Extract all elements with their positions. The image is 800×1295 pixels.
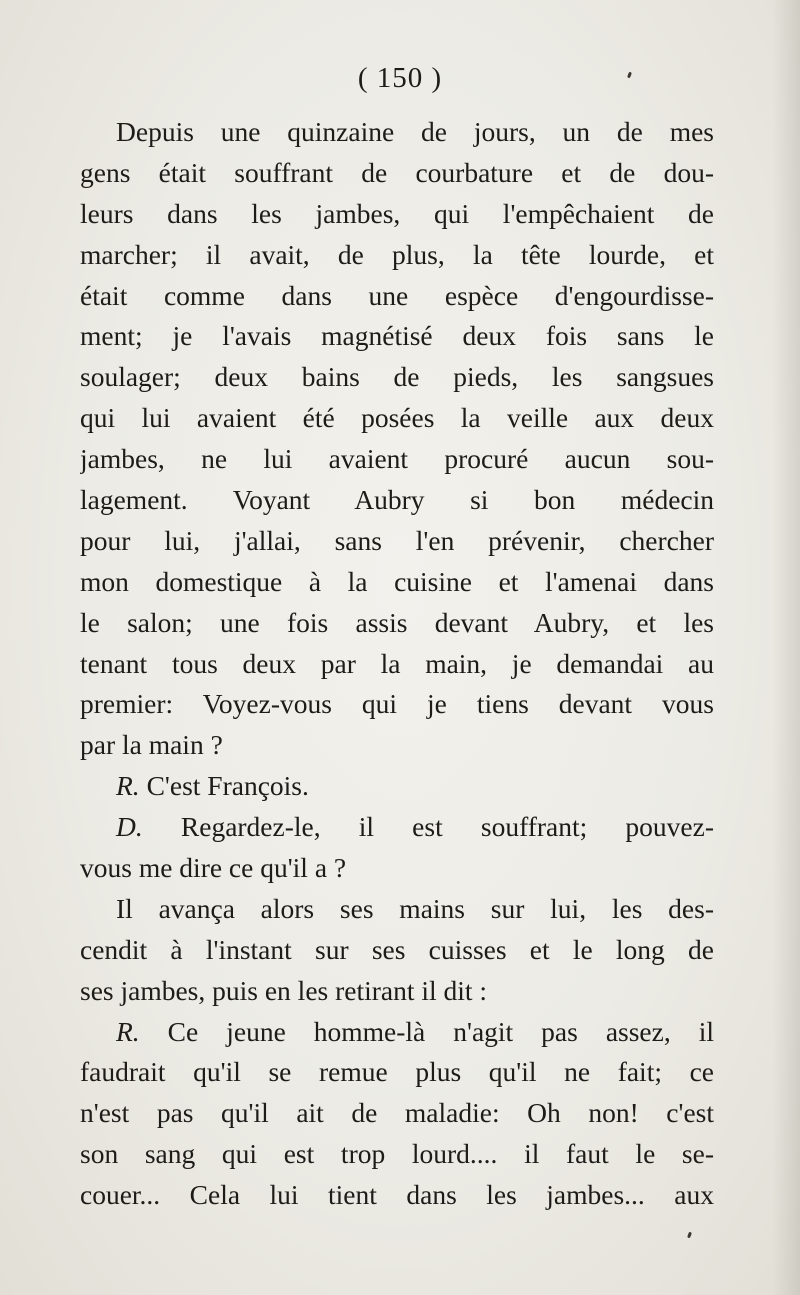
text-line: Depuis une quinzaine de jours, un de mes [116,116,714,147]
text-line: marcher; il avait, de plus, la tête lourde, et [80,238,714,270]
text-line: cendit à l'instant sur ses cuisses et le long de [80,933,714,965]
text-line: était comme dans une espèce d'engourdisse- [80,279,714,311]
text-line: premier: Voyez-vous qui je tiens devant vous [80,688,714,720]
page-number-header: ( 150 ) [357,62,443,94]
text-line: leurs dans les jambes, qui l'empêchaient de [80,197,714,229]
text-line: n'est pas qu'il ait de maladie: Oh non! c'est [80,1097,714,1129]
speaker-label: R. [116,770,140,802]
text-line: pour lui, j'allai, sans l'en prévenir, chercher [80,524,714,556]
text-line: faudrait qu'il se remue plus qu'il ne fait; ce [80,1056,714,1088]
speaker-label: R. [116,1015,140,1047]
text-line: tenant tous deux par la main, je demandai au [80,647,714,679]
text-line: mon domestique à la cuisine et l'amenai dans [80,565,714,597]
dialogue-line [80,1012,714,1053]
dialogue-text: C'est François. [139,770,309,802]
dialogue-text: Ce jeune homme-là n'agit pas assez, il [139,1015,714,1047]
ink-speck [687,1232,692,1239]
text-line: couer... Cela lui tient dans les jambes... aux [80,1179,714,1211]
text-line: qui lui avaient été posées la veille aux deux [80,402,714,434]
dialogue-line [80,807,714,848]
text-line: vous me dire ce qu'il a ? [80,852,347,884]
text-line: par la main ? [80,729,223,761]
text-line: ment; je l'avais magnétisé deux fois sans le [80,320,714,352]
text-line: Il avança alors ses mains sur lui, les des- [116,892,714,924]
text-line: gens était souffrant de courbature et de dou- [80,156,714,188]
text-line: jambes, ne lui avaient procuré aucun sou- [80,443,714,475]
dialogue-line [80,766,714,807]
text-line: ses jambes, puis en les retirant il dit : [80,974,488,1006]
text-line: le salon; une fois assis devant Aubry, et les [80,606,714,638]
text-line: lagement. Voyant Aubry si bon médecin [80,484,714,516]
speaker-label: D. [116,811,143,843]
page-edge-shadow [772,0,800,1295]
dialogue-text: Regardez-le, il est souffrant; pouvez- [142,811,714,843]
text-line: son sang qui est trop lourd.... il faut le se- [80,1138,714,1170]
text-line: soulager; deux bains de pieds, les sangsues [80,361,714,393]
body-text [80,112,714,1216]
